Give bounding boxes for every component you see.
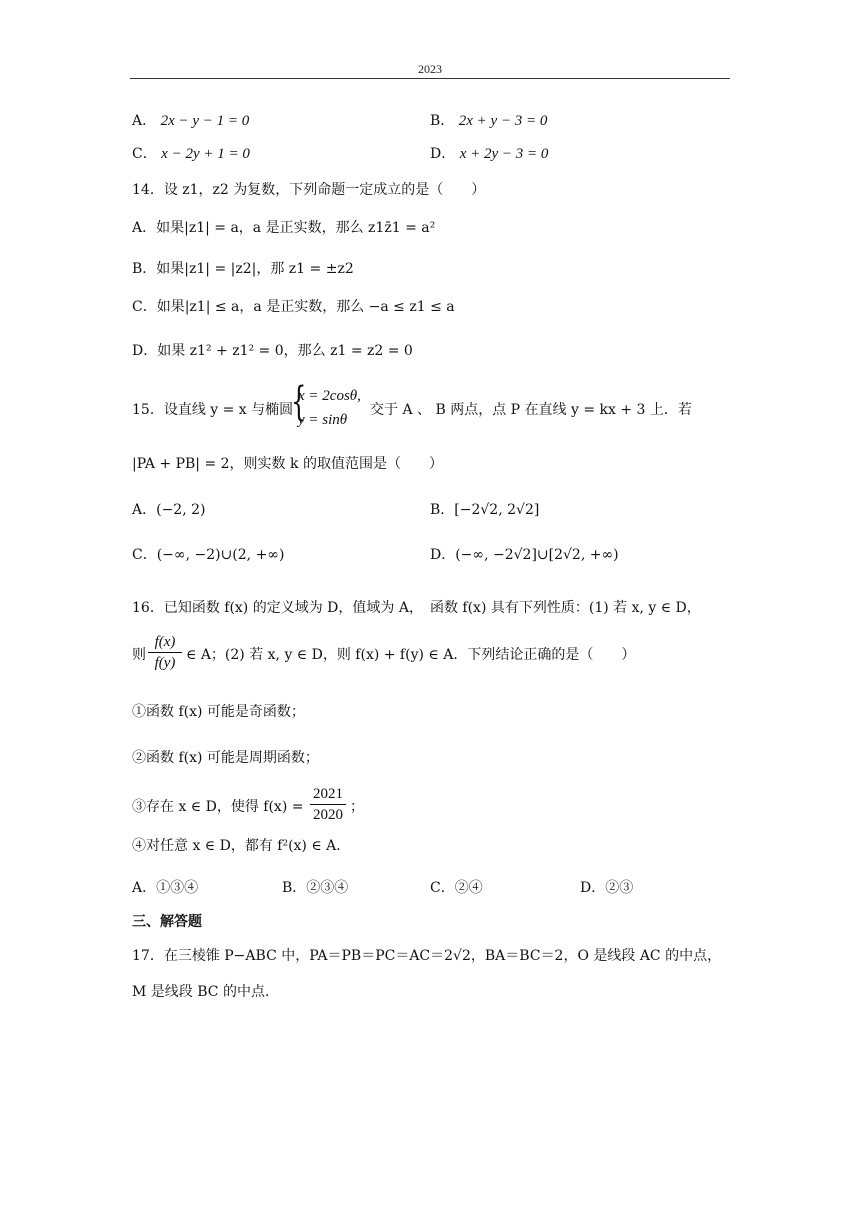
q16-item3-denominator: 2020 (313, 807, 343, 823)
q16-item-3-prefix: ③存在 x ∈ D，使得 f(x) = (132, 799, 304, 815)
q14-option-a: A．如果|z1| = a，a 是正实数，那么 z1z̄1 = a² (132, 220, 436, 236)
q16-stem-line2-prefix: 则 (132, 647, 146, 663)
q16-item3-fraction (310, 784, 346, 825)
q17-line-1: 17．在三棱锥 P−ABC 中，PA＝PB＝PC＝AC＝2√2，BA＝BC＝2，O 是线段 AC 的中点， (132, 948, 722, 964)
header-year: 2023 (418, 62, 442, 76)
q13-option-c (132, 144, 250, 164)
q13-d-label: D． (430, 146, 456, 162)
q16-item-4: ④对任意 x ∈ D，都有 f²(x) ∈ A． (132, 838, 351, 854)
q15-option-c: C．(−∞, −2)∪(2, +∞) (132, 547, 285, 563)
q13-c-label: C． (132, 146, 157, 162)
q13-option-a (132, 111, 249, 131)
q15-stem-line2: |PA + PB| = 2，则实数 k 的取值范围是（ ） (132, 456, 443, 472)
q16-item-2: ②函数 f(x) 可能是周期函数； (132, 750, 319, 766)
q16-item-3-suffix: ； (350, 799, 364, 815)
q16-item3-numerator: 2021 (313, 786, 343, 802)
header-divider (130, 78, 730, 79)
q14-option-d: D．如果 z1² + z1² = 0，那么 z1 = z2 = 0 (132, 343, 413, 359)
q16-option-d: D．②③ (580, 880, 634, 896)
q15-stem-suffix: 交于 A 、 B 两点，点 P 在直线 y = kx + 3 上．若 (370, 402, 692, 418)
q13-c-text: x − 2y + 1 = 0 (161, 146, 250, 162)
q14-option-b: B．如果|z1| = |z2|，那 z1 = ±z2 (132, 261, 354, 277)
q17-line-2: M 是线段 BC 的中点． (132, 984, 279, 1000)
q16-stem-line1: 16．已知函数 f(x) 的定义域为 D，值域为 A， 函数 f(x) 具有下列性质：(1) 若 x, y ∈ D， (132, 600, 701, 616)
q16-fraction-numerator: f(x) (154, 634, 176, 650)
q16-stem-line2-suffix: ∈ A；(2) 若 x, y ∈ D，则 f(x) + f(y) ∈ A．下列结论正确的是（ ） (186, 647, 636, 663)
q15-system-top: x = 2cosθ, (298, 388, 361, 404)
q13-b-text: 2x + y − 3 = 0 (458, 113, 548, 129)
system-brace: { (291, 379, 307, 425)
q13-b-label: B． (430, 113, 455, 129)
q13-a-label: A． (132, 113, 157, 129)
q15-system-bottom: y = sinθ (298, 412, 348, 428)
q15-stem-prefix: 15．设直线 y = x 与椭圆 (132, 402, 294, 418)
q16-option-a: A．①③④ (132, 880, 199, 896)
q15-option-d: D．(−∞, −2√2]∪[2√2, +∞) (430, 547, 619, 563)
q13-option-d (430, 144, 548, 164)
q16-fraction-denominator: f(y) (154, 655, 176, 671)
section-title: 三、解答题 (132, 914, 202, 930)
q15-option-b: B．[−2√2, 2√2] (430, 502, 540, 518)
q16-fraction (148, 632, 182, 673)
q13-d-text: x + 2y − 3 = 0 (459, 146, 549, 162)
q13-option-b (430, 111, 547, 131)
q13-a-text: 2x − y − 1 = 0 (160, 113, 250, 129)
q16-option-b: B．②③④ (282, 880, 349, 896)
q14-stem: 14．设 z1，z2 为复数，下列命题一定成立的是（ ） (132, 182, 486, 198)
q14-option-c: C．如果|z1| ≤ a，a 是正实数，那么 −a ≤ z1 ≤ a (132, 299, 455, 315)
q16-item-1: ①函数 f(x) 可能是奇函数； (132, 704, 305, 720)
q15-option-a: A．(−2, 2) (132, 502, 206, 518)
q16-option-c: C．②④ (430, 880, 483, 896)
